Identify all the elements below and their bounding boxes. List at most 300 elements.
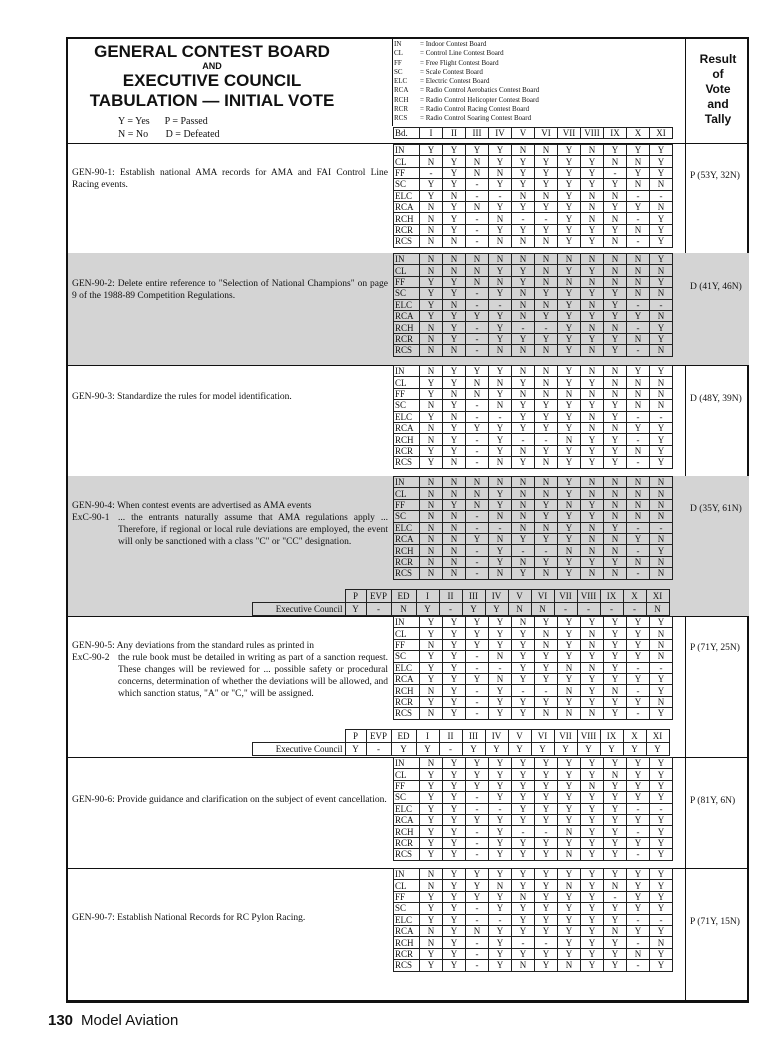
vote-cell: - <box>650 190 673 201</box>
vote-cell: Y <box>650 254 673 265</box>
vote-cell: Y <box>466 758 489 769</box>
vote-cell: Y <box>466 780 489 791</box>
vote-cell: Y <box>627 639 650 650</box>
board-vote-row <box>394 434 673 445</box>
ec-vote-cell: Y <box>416 743 439 756</box>
board-code-desc: = Radio Control Soaring Contest Board <box>420 114 532 123</box>
vote-cell: N <box>627 556 650 567</box>
proposal-description-cont: ... the entrants naturally assume that AMA regulations apply ... Therefore, if regional or local rule deviations are employed, the event will only be sanctioned with a class "C" or "CC" designation. <box>118 513 388 547</box>
ec-vote-cell: - <box>366 603 391 616</box>
vote-cell: Y <box>558 333 581 344</box>
vote-cell: Y <box>489 628 512 639</box>
board-cell: FF <box>394 388 420 399</box>
proposal-rest <box>72 652 388 700</box>
vote-cell: N <box>489 651 512 662</box>
board-vote-row <box>394 400 673 411</box>
vote-cell: - <box>466 179 489 190</box>
vote-cell: - <box>627 213 650 224</box>
vote-result: D (35Y, 61N) <box>690 504 742 514</box>
vote-cell: Y <box>604 201 627 212</box>
vote-cell: Y <box>489 224 512 235</box>
proposal-text <box>72 278 388 302</box>
vote-cell: N <box>420 568 443 579</box>
vote-cell: Y <box>489 837 512 848</box>
vote-cell: Y <box>558 167 581 178</box>
vote-cell: Y <box>443 499 466 510</box>
title-line-2: EXECUTIVE COUNCIL <box>122 71 302 90</box>
ec-vote-cell: - <box>554 603 577 616</box>
vote-cell: N <box>443 556 466 567</box>
vote-cell: Y <box>443 814 466 825</box>
vote-cell: Y <box>443 179 466 190</box>
ec-vote-cell: Y <box>345 603 366 616</box>
vote-cell: Y <box>535 869 558 880</box>
vote-cell: Y <box>443 826 466 837</box>
board-vote-row <box>394 685 673 696</box>
vote-cell: N <box>420 333 443 344</box>
vote-cell: Y <box>512 422 535 433</box>
ec-vote-cell: Y <box>485 743 508 756</box>
vote-result: P (81Y, 6N) <box>690 796 736 806</box>
vote-cell: Y <box>420 696 443 707</box>
vote-cell: N <box>581 145 604 156</box>
vote-cell: - <box>466 511 489 522</box>
vote-cell: N <box>489 533 512 544</box>
vote-cell: Y <box>489 366 512 377</box>
vote-cell: Y <box>489 758 512 769</box>
vote-cell: Y <box>535 662 558 673</box>
board-vote-row <box>394 792 673 803</box>
vote-cell: Y <box>420 814 443 825</box>
vote-cell: N <box>535 628 558 639</box>
vote-cell: Y <box>489 948 512 959</box>
vote-cell: N <box>420 511 443 522</box>
board-code: FF <box>394 58 402 67</box>
board-cell: RCA <box>394 422 420 433</box>
vote-cell: N <box>581 628 604 639</box>
vote-cell: - <box>650 803 673 814</box>
vote-cell: Y <box>489 685 512 696</box>
ec-header-cell: V <box>508 590 531 603</box>
board-cell: RCR <box>394 556 420 567</box>
vote-cell: N <box>420 869 443 880</box>
vote-cell: Y <box>581 156 604 167</box>
vote-cell: N <box>581 322 604 333</box>
vote-cell: Y <box>535 673 558 684</box>
title-line-3: TABULATION — INITIAL VOTE <box>89 91 335 110</box>
vote-cell: N <box>512 499 535 510</box>
vote-cell: Y <box>512 411 535 422</box>
vote-grid <box>393 476 673 580</box>
vote-cell: Y <box>650 156 673 167</box>
vote-cell: N <box>535 299 558 310</box>
board-cell: RCA <box>394 925 420 936</box>
board-cell: RCA <box>394 201 420 212</box>
proposal-rest <box>72 512 388 548</box>
vote-cell: N <box>489 457 512 468</box>
vote-cell: N <box>420 213 443 224</box>
vote-cell: Y <box>650 457 673 468</box>
vote-cell: - <box>466 411 489 422</box>
vote-cell: Y <box>489 545 512 556</box>
vote-cell: Y <box>627 696 650 707</box>
vote-cell: Y <box>512 651 535 662</box>
vote-cell: N <box>512 617 535 628</box>
vote-cell: Y <box>604 758 627 769</box>
vote-cell: N <box>420 533 443 544</box>
vote-cell: - <box>489 190 512 201</box>
ec-vote-cell: Y <box>554 743 577 756</box>
vote-cell: Y <box>604 411 627 422</box>
vote-cell: Y <box>443 780 466 791</box>
vote-cell: Y <box>604 310 627 321</box>
vote-cell: Y <box>558 445 581 456</box>
vote-cell: N <box>604 388 627 399</box>
vote-cell: N <box>604 769 627 780</box>
vote-cell: Y <box>581 792 604 803</box>
vote-cell: N <box>420 156 443 167</box>
board-cell: RCR <box>394 948 420 959</box>
vote-cell: Y <box>627 533 650 544</box>
board-vote-row <box>394 662 673 673</box>
vote-cell: N <box>443 299 466 310</box>
vote-cell: Y <box>489 780 512 791</box>
vote-cell: Y <box>581 179 604 190</box>
vote-cell: N <box>466 377 489 388</box>
vote-cell: Y <box>581 556 604 567</box>
vote-cell: Y <box>420 780 443 791</box>
vote-cell: Y <box>581 333 604 344</box>
vote-cell: Y <box>650 769 673 780</box>
vote-cell: Y <box>627 837 650 848</box>
vote-cell: Y <box>581 673 604 684</box>
vote-result: P (71Y, 25N) <box>690 643 740 653</box>
board-code-entry <box>394 40 539 49</box>
board-vote-row <box>394 960 673 971</box>
board-vote-row <box>394 288 673 299</box>
ec-header-cell: ED <box>391 590 416 603</box>
ec-header-cell: XI <box>646 730 669 743</box>
vote-cell: Y <box>581 960 604 971</box>
vote-cell: Y <box>604 651 627 662</box>
board-cell: RCR <box>394 333 420 344</box>
vote-cell: Y <box>604 914 627 925</box>
vote-cell: Y <box>489 826 512 837</box>
title-and: AND <box>202 61 222 71</box>
vote-cell: Y <box>581 499 604 510</box>
vote-cell: N <box>627 499 650 510</box>
vote-cell: N <box>535 366 558 377</box>
vote-cell: - <box>627 662 650 673</box>
board-cell: RCS <box>394 457 420 468</box>
board-cell: RCS <box>394 345 420 356</box>
vote-cell: Y <box>443 869 466 880</box>
vote-cell: N <box>581 533 604 544</box>
vote-cell: Y <box>512 639 535 650</box>
vote-cell: N <box>420 556 443 567</box>
vote-cell: Y <box>489 333 512 344</box>
vote-cell: Y <box>558 673 581 684</box>
vote-cell: - <box>489 299 512 310</box>
board-code: RCA <box>394 86 409 95</box>
vote-cell: Y <box>650 792 673 803</box>
vote-cell: N <box>535 254 558 265</box>
board-code-entry <box>394 49 539 58</box>
vote-cell: Y <box>581 400 604 411</box>
vote-cell: Y <box>558 628 581 639</box>
vote-cell: Y <box>443 803 466 814</box>
ec-header-cell: V <box>508 730 531 743</box>
board-vote-row <box>394 696 673 707</box>
proposal-description: Establish national AMA records for AMA and FAI Control Line Racing events. <box>72 168 389 190</box>
board-code: RCS <box>394 114 408 123</box>
proposal-text <box>72 640 388 700</box>
board-cell: IN <box>394 617 420 628</box>
vote-cell: N <box>558 545 581 556</box>
vote-cell: Y <box>650 758 673 769</box>
board-cell: RCA <box>394 814 420 825</box>
vote-cell: N <box>466 201 489 212</box>
vote-cell: Y <box>512 662 535 673</box>
board-cell: RCH <box>394 685 420 696</box>
column-header-cell: VI <box>535 128 558 139</box>
vote-cell: Y <box>420 617 443 628</box>
magazine-name: Model Aviation <box>81 1012 179 1029</box>
vote-cell: N <box>535 388 558 399</box>
vote-cell: Y <box>512 792 535 803</box>
vote-cell: Y <box>443 696 466 707</box>
vote-cell: Y <box>558 457 581 468</box>
vote-cell: Y <box>535 156 558 167</box>
vote-cell: Y <box>512 628 535 639</box>
vote-cell: Y <box>650 434 673 445</box>
vote-cell: N <box>650 388 673 399</box>
vote-cell: - <box>650 411 673 422</box>
vote-cell: Y <box>627 628 650 639</box>
vote-cell: Y <box>581 814 604 825</box>
vote-cell: Y <box>558 617 581 628</box>
vote-cell: Y <box>512 179 535 190</box>
vote-cell: N <box>558 708 581 719</box>
board-cell: SC <box>394 511 420 522</box>
vote-cell: Y <box>558 522 581 533</box>
exc-id: ExC-90-2 <box>72 653 110 663</box>
board-cell: ELC <box>394 662 420 673</box>
vote-cell: N <box>443 265 466 276</box>
vote-cell: N <box>420 545 443 556</box>
vote-cell: N <box>650 937 673 948</box>
board-vote-row <box>394 937 673 948</box>
vote-cell: N <box>420 522 443 533</box>
vote-cell: Y <box>558 345 581 356</box>
vote-cell: Y <box>512 457 535 468</box>
vote-cell: - <box>466 568 489 579</box>
vote-cell: Y <box>604 780 627 791</box>
vote-cell: Y <box>512 377 535 388</box>
board-cell: RCR <box>394 837 420 848</box>
vote-cell: - <box>535 545 558 556</box>
vote-cell: Y <box>558 803 581 814</box>
vote-cell: N <box>558 254 581 265</box>
vote-cell: N <box>420 422 443 433</box>
vote-cell: Y <box>650 826 673 837</box>
vote-grid <box>393 868 673 972</box>
vote-cell: Y <box>443 837 466 848</box>
vote-cell: Y <box>558 310 581 321</box>
vote-cell: Y <box>627 201 650 212</box>
ec-header-cell: VII <box>554 730 577 743</box>
vote-cell: N <box>581 388 604 399</box>
vote-cell: Y <box>604 849 627 860</box>
vote-cell: Y <box>650 276 673 287</box>
board-cell: RCH <box>394 213 420 224</box>
vote-cell: Y <box>627 780 650 791</box>
board-vote-row <box>394 533 673 544</box>
vote-cell: Y <box>558 201 581 212</box>
board-vote-row <box>394 457 673 468</box>
vote-cell: N <box>581 488 604 499</box>
vote-cell: Y <box>535 400 558 411</box>
vote-cell: N <box>581 345 604 356</box>
proposal-id: GEN-90-1: <box>72 168 115 178</box>
vote-cell: Y <box>512 568 535 579</box>
vote-cell: N <box>466 477 489 488</box>
board-cell: RCA <box>394 533 420 544</box>
vote-cell: Y <box>558 780 581 791</box>
vote-cell: Y <box>512 533 535 544</box>
vote-cell: Y <box>443 708 466 719</box>
column-header-cell: I <box>420 128 443 139</box>
vote-cell: Y <box>489 488 512 499</box>
vote-cell: N <box>581 213 604 224</box>
board-code: CL <box>394 49 403 58</box>
vote-cell: Y <box>650 891 673 902</box>
vote-cell: Y <box>627 869 650 880</box>
vote-cell: Y <box>420 769 443 780</box>
vote-cell: N <box>581 708 604 719</box>
vote-cell: N <box>627 511 650 522</box>
vote-cell: Y <box>443 145 466 156</box>
vote-cell: Y <box>604 673 627 684</box>
board-code-entry <box>394 68 539 77</box>
vote-cell: - <box>466 322 489 333</box>
ec-header-cell: IV <box>485 730 508 743</box>
vote-cell: Y <box>443 685 466 696</box>
vote-cell: N <box>535 522 558 533</box>
vote-cell: Y <box>535 533 558 544</box>
ec-vote-cell: Y <box>600 743 623 756</box>
vote-cell: - <box>512 322 535 333</box>
vote-cell: Y <box>581 696 604 707</box>
vote-cell: Y <box>581 925 604 936</box>
ec-header-cell: X <box>623 730 646 743</box>
vote-cell: Y <box>581 903 604 914</box>
vote-cell: - <box>650 662 673 673</box>
vote-cell: Y <box>650 322 673 333</box>
proposal-first-line <box>72 640 388 652</box>
vote-cell: Y <box>489 891 512 902</box>
vote-cell: Y <box>535 617 558 628</box>
vote-cell: Y <box>420 445 443 456</box>
vote-cell: Y <box>558 265 581 276</box>
vote-cell: N <box>443 511 466 522</box>
board-cell: RCS <box>394 849 420 860</box>
board-cell: ELC <box>394 190 420 201</box>
board-code-desc: = Electric Contest Board <box>420 77 490 86</box>
vote-cell: Y <box>558 937 581 948</box>
board-vote-row <box>394 545 673 556</box>
board-cell: SC <box>394 288 420 299</box>
executive-council-table <box>252 589 670 616</box>
vote-cell: Y <box>535 960 558 971</box>
vote-cell: Y <box>650 925 673 936</box>
vote-cell: N <box>420 708 443 719</box>
vote-cell: Y <box>627 651 650 662</box>
vote-cell: Y <box>581 837 604 848</box>
vote-cell: N <box>627 388 650 399</box>
vote-cell: N <box>604 499 627 510</box>
vote-cell: N <box>650 556 673 567</box>
vote-cell: - <box>466 299 489 310</box>
vote-cell: Y <box>535 814 558 825</box>
board-code: SC <box>394 67 403 76</box>
vote-cell: Y <box>627 880 650 891</box>
vote-cell: - <box>466 345 489 356</box>
vote-cell: Y <box>558 288 581 299</box>
board-cell: RCS <box>394 568 420 579</box>
vote-cell: - <box>466 400 489 411</box>
column-header-cell: II <box>443 128 466 139</box>
board-vote-row <box>394 488 673 499</box>
vote-cell: N <box>627 265 650 276</box>
vote-cell: N <box>627 400 650 411</box>
ec-vote-cell: N <box>391 603 416 616</box>
board-cell: CL <box>394 880 420 891</box>
vote-cell: Y <box>489 708 512 719</box>
vote-cell: Y <box>581 803 604 814</box>
vote-cell: - <box>512 826 535 837</box>
vote-cell: Y <box>581 769 604 780</box>
ec-vote-cell: - <box>439 743 462 756</box>
vote-cell: Y <box>489 422 512 433</box>
ec-label: Executive Council <box>253 603 346 616</box>
vote-cell: Y <box>581 758 604 769</box>
vote-cell: Y <box>512 224 535 235</box>
vote-cell: Y <box>443 925 466 936</box>
vote-cell: Y <box>627 925 650 936</box>
vote-cell: Y <box>512 708 535 719</box>
vote-cell: Y <box>627 769 650 780</box>
vote-cell: - <box>650 914 673 925</box>
title-line-1: GENERAL CONTEST BOARD <box>94 42 330 61</box>
vote-cell: Y <box>650 837 673 848</box>
vote-cell: - <box>466 837 489 848</box>
vote-cell: - <box>466 190 489 201</box>
vote-cell: Y <box>650 236 673 247</box>
vote-cell: Y <box>512 780 535 791</box>
vote-cell: Y <box>489 639 512 650</box>
vote-cell: Y <box>535 696 558 707</box>
vote-cell: Y <box>420 826 443 837</box>
vote-cell: N <box>512 345 535 356</box>
vote-cell: Y <box>604 903 627 914</box>
vote-cell: N <box>489 477 512 488</box>
ec-header-cell: I <box>416 590 439 603</box>
vote-cell: Y <box>512 758 535 769</box>
vote-cell: N <box>581 522 604 533</box>
board-cell: RCH <box>394 545 420 556</box>
board-vote-row <box>394 880 673 891</box>
